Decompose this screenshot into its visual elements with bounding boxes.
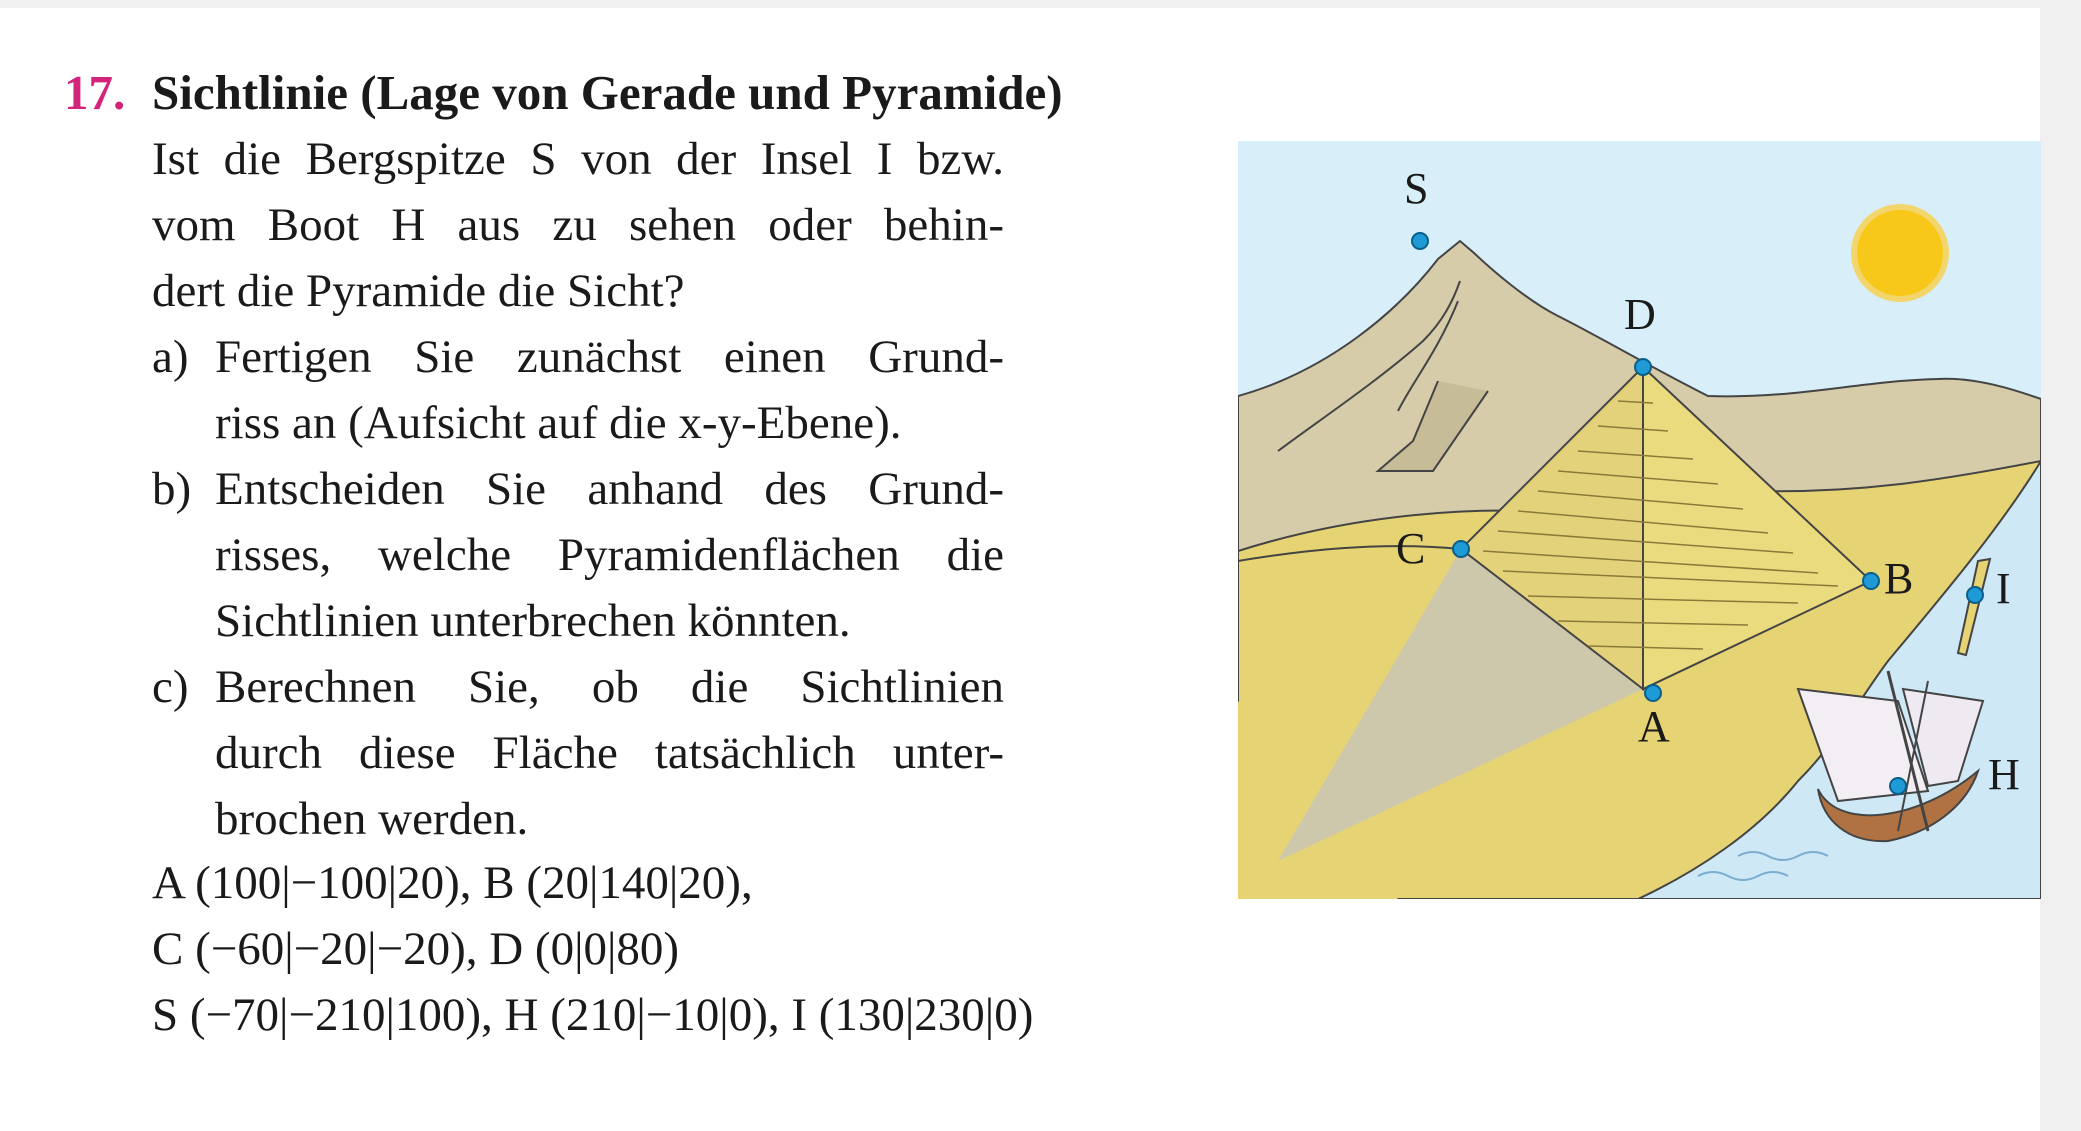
subtask-line: Fertigen Sie zunächst einen Grund- bbox=[215, 331, 1004, 383]
coordinates-line: S (−70|−210|100), H (210|−10|0), I (130|230|0) bbox=[152, 989, 1034, 1041]
point-b bbox=[1863, 573, 1879, 589]
task-number: 17. bbox=[64, 65, 126, 120]
point-c bbox=[1453, 541, 1469, 557]
subtask-line: Entscheiden Sie anhand des Grund- bbox=[215, 463, 1004, 515]
coordinates-list bbox=[152, 850, 1033, 1048]
subtask-line: riss an (Aufsicht auf die x-y-Ebene). bbox=[215, 397, 902, 449]
label-d: D bbox=[1624, 290, 1656, 339]
pyramid-illustration bbox=[1238, 141, 2041, 899]
point-h bbox=[1890, 778, 1906, 794]
label-h: H bbox=[1988, 750, 2020, 799]
label-s: S bbox=[1404, 164, 1429, 213]
coordinates-line: C (−60|−20|−20), D (0|0|80) bbox=[152, 923, 680, 975]
intro-line: Ist die Bergspitze S von der Insel I bzw. bbox=[152, 133, 1004, 185]
task-text bbox=[152, 126, 1004, 852]
subtask-marker: a) bbox=[152, 331, 189, 383]
subtask-a bbox=[152, 324, 1004, 456]
coordinates-line: A (100|−100|20), B (20|140|20), bbox=[152, 857, 753, 909]
point-s bbox=[1412, 233, 1428, 249]
subtask-line: risses, welche Pyramidenflächen die bbox=[215, 529, 1004, 581]
intro-line: vom Boot H aus zu sehen oder behin- bbox=[152, 199, 1004, 251]
subtask-c bbox=[152, 654, 1004, 852]
task-title: Sichtlinie (Lage von Gerade und Pyramide) bbox=[152, 65, 1063, 120]
label-i: I bbox=[1996, 564, 2011, 613]
subtask-b bbox=[152, 456, 1004, 654]
subtask-line: durch diese Fläche tatsächlich unter- bbox=[215, 727, 1004, 779]
illustration-svg bbox=[1238, 141, 2041, 899]
sun-icon bbox=[1854, 207, 1946, 299]
intro-line: dert die Pyramide die Sicht? bbox=[152, 265, 685, 317]
label-c: C bbox=[1396, 524, 1426, 573]
label-b: B bbox=[1884, 554, 1914, 603]
point-d bbox=[1635, 359, 1651, 375]
point-a bbox=[1645, 685, 1661, 701]
subtask-line: Sichtlinien unterbrechen könnten. bbox=[215, 595, 851, 647]
textbook-page bbox=[0, 8, 2040, 1131]
point-i bbox=[1967, 587, 1983, 603]
subtask-marker: b) bbox=[152, 463, 192, 515]
subtask-line: brochen werden. bbox=[215, 793, 529, 845]
label-a: A bbox=[1638, 702, 1670, 751]
subtask-marker: c) bbox=[152, 661, 189, 713]
subtask-line: Berechnen Sie, ob die Sichtlinien bbox=[215, 661, 1004, 713]
